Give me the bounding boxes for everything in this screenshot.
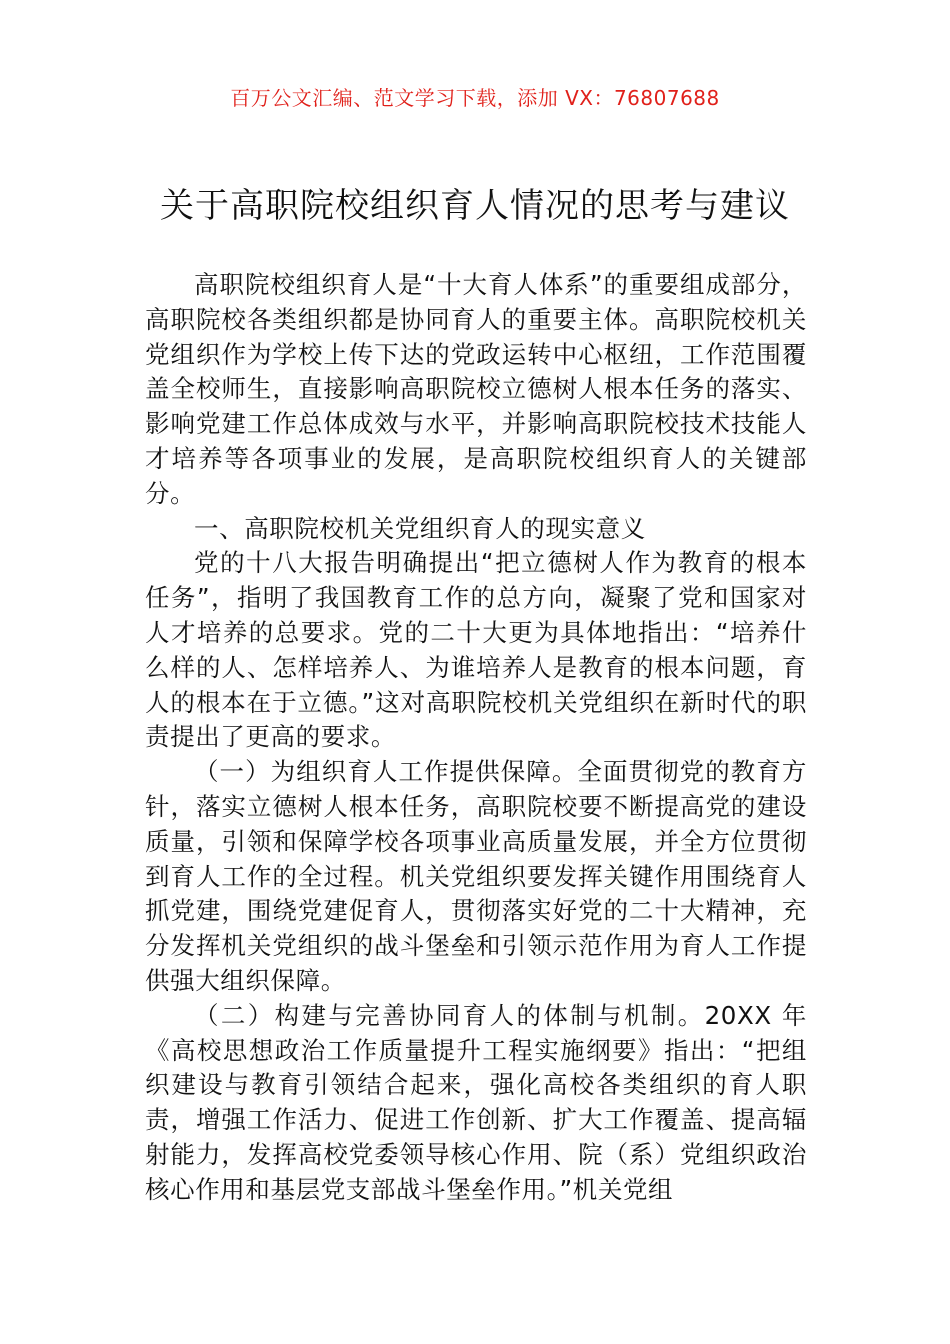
paragraph-subsection-1: （一）为组织育人工作提供保障。全面贯彻党的教育方针，落实立德树人根本任务，高职院校要不断提高党的建设质量，引领和保障学校各项事业高质量发展，并全方位贯彻到育人工作的全过程。机关党组织要发挥关键作用围绕育人抓党建，围绕党建促育人，贯彻落实好党的二十大精神，充分发挥机关党组织的战斗堡垒和引领示范作用为育人工作提供强大组织保障。 (145, 757, 807, 995)
paragraph-intro: 高职院校组织育人是“十大育人体系”的重要组成部分，高职院校各类组织都是协同育人的重要主体。高职院校机关党组织作为学校上传下达的党政运转中心枢纽，工作范围覆盖全校师生，直接影响高职院校立德树人根本任务的落实、影响党建工作总体成效与水平，并影响高职院校技术技能人才培养等各项事业的发展，是高职院校组织育人的关键部分。 (145, 270, 807, 508)
document-title: 关于高职院校组织育人情况的思考与建议 (160, 186, 790, 226)
header-watermark-note: 百万公文汇编、范文学习下载，添加 VX：76807688 (230, 86, 720, 110)
document-body (145, 268, 807, 1208)
paragraph-subsection-2: （二）构建与完善协同育人的体制与机制。20XX 年《高校思想政治工作质量提升工程实施纲要》指出：“把组织建设与教育引领结合起来，强化高校各类组织的育人职责，增强工作活力、促进工作创新、扩大工作覆盖、提高辐射能力，发挥高校党委领导核心作用、院（系）党组织政治核心作用和基层党支部战斗堡垒作用。”机关党组 (145, 1000, 807, 1204)
paragraph-significance: 党的十八大报告明确提出“把立德树人作为教育的根本任务”，指明了我国教育工作的总方向，凝聚了党和国家对人才培养的总要求。党的二十大更为具体地指出：“培养什么样的人、怎样培养人、为谁培养人是教育的根本问题，育人的根本在于立德。”这对高职院校机关党组织在新时代的职责提出了更高的要求。 (145, 548, 807, 752)
section-heading-1: 一、高职院校机关党组织育人的现实意义 (194, 513, 646, 543)
